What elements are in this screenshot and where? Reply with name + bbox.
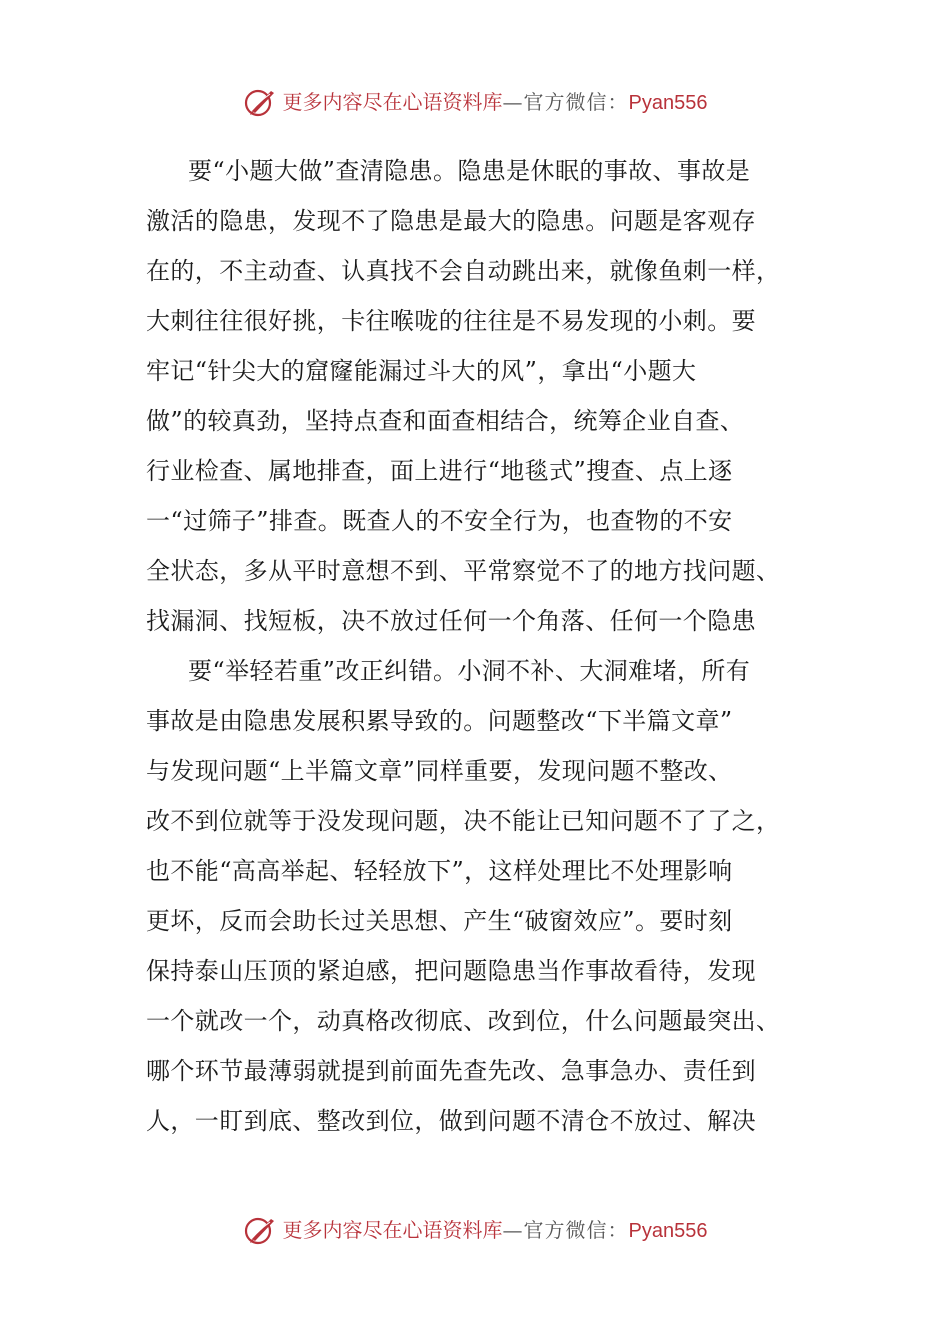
footer-official-label: 官方微信： bbox=[523, 1217, 629, 1242]
header-text bbox=[283, 82, 708, 123]
document-body bbox=[146, 146, 806, 1146]
text-line: 大刺往往很好挑，卡往喉咙的往往是不易发现的小刺。要 bbox=[146, 307, 756, 335]
text-line: 也不能“高高举起、轻轻放下”，这样处理比不处理影响 bbox=[146, 857, 733, 885]
text-line: 更坏，反而会助长过关思想、产生“破窗效应”。要时刻 bbox=[146, 907, 733, 935]
text-line: 与发现问题“上半篇文章”同样重要，发现问题不整改、 bbox=[146, 757, 733, 785]
text-line: 哪个环节最薄弱就提到前面先查先改、急事急办、责任到 bbox=[146, 1057, 756, 1085]
header-official-label: 官方微信： bbox=[523, 89, 629, 114]
text-line: 全状态，多从平时意想不到、平常察觉不了的地方找问题、 bbox=[146, 557, 781, 585]
text-line: 保持泰山压顶的紧迫感，把问题隐患当作事故看待，发现 bbox=[146, 957, 756, 985]
paragraph-2 bbox=[146, 646, 806, 1146]
text-line: 要“小题大做”查清隐患。隐患是休眠的事故、事故是 bbox=[188, 157, 751, 185]
header-brand: 更多内容尽在心语资料库 bbox=[282, 89, 503, 114]
text-line: 行业检查、属地排查，面上进行“地毯式”搜查、点上逐 bbox=[146, 457, 733, 485]
text-line: 激活的隐患，发现不了隐患是最大的隐患。问题是客观存 bbox=[146, 207, 756, 235]
footer-wechat-id: Pyan556 bbox=[628, 1219, 708, 1242]
header-separator: — bbox=[502, 89, 524, 114]
text-line: 牢记“针尖大的窟窿能漏过斗大的风”，拿出“小题大 bbox=[146, 357, 697, 385]
footer-banner bbox=[0, 1210, 950, 1250]
footer-brand: 更多内容尽在心语资料库 bbox=[282, 1217, 503, 1242]
text-line: 找漏洞、找短板，决不放过任何一个角落、任何一个隐患 bbox=[146, 607, 756, 635]
text-line: 一个就改一个，动真格改彻底、改到位，什么问题最突出、 bbox=[146, 1007, 781, 1035]
quill-pen-logo-icon bbox=[243, 85, 277, 119]
text-line: 事故是由隐患发展积累导致的。问题整改“下半篇文章” bbox=[146, 707, 733, 735]
text-line: 要“举轻若重”改正纠错。小洞不补、大洞难堵，所有 bbox=[188, 657, 751, 685]
footer-separator: — bbox=[502, 1217, 524, 1242]
quill-pen-logo-icon bbox=[243, 1213, 277, 1247]
text-line: 人，一盯到底、整改到位，做到问题不清仓不放过、解决 bbox=[146, 1107, 756, 1135]
text-line: 在的，不主动查、认真找不会自动跳出来，就像鱼刺一样， bbox=[146, 257, 781, 285]
footer-text bbox=[283, 1210, 708, 1251]
paragraph-1 bbox=[146, 146, 806, 646]
header-banner bbox=[0, 82, 950, 122]
text-line: 一“过筛子”排查。既查人的不安全行为，也查物的不安 bbox=[146, 507, 733, 535]
text-line: 改不到位就等于没发现问题，决不能让已知问题不了了之， bbox=[146, 807, 781, 835]
text-line: 做”的较真劲，坚持点查和面查相结合，统筹企业自查、 bbox=[146, 407, 745, 435]
header-wechat-id: Pyan556 bbox=[628, 91, 708, 114]
